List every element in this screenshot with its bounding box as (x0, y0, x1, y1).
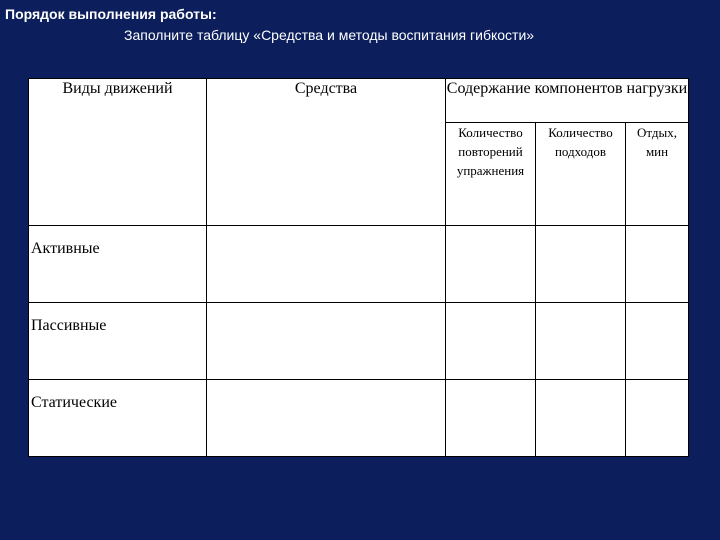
header-load-components: Содержание компонентов нагрузки (446, 79, 689, 123)
table-row (29, 226, 689, 303)
row-label-passive: Пассивные (29, 303, 207, 380)
slide-title: Порядок выполнения работы: (5, 6, 217, 22)
header-means: Средства (207, 79, 446, 226)
row-label-active: Активные (29, 226, 207, 303)
cell-sets-passive[interactable] (536, 303, 626, 380)
cell-means-active[interactable] (207, 226, 446, 303)
cell-rest-passive[interactable] (626, 303, 689, 380)
table-row (29, 380, 689, 457)
row-label-static: Статические (29, 380, 207, 457)
header-rest: Отдых, мин (626, 123, 689, 226)
header-movement-types: Виды движений (29, 79, 207, 226)
cell-repetitions-passive[interactable] (446, 303, 536, 380)
cell-sets-static[interactable] (536, 380, 626, 457)
cell-means-passive[interactable] (207, 303, 446, 380)
cell-repetitions-static[interactable] (446, 380, 536, 457)
header-repetitions: Количество повторений упражнения (446, 123, 536, 226)
header-row (29, 79, 689, 123)
cell-sets-active[interactable] (536, 226, 626, 303)
header-sets: Количество подходов (536, 123, 626, 226)
cell-means-static[interactable] (207, 380, 446, 457)
cell-repetitions-active[interactable] (446, 226, 536, 303)
methods-table (28, 78, 689, 457)
table-row (29, 303, 689, 380)
cell-rest-static[interactable] (626, 380, 689, 457)
cell-rest-active[interactable] (626, 226, 689, 303)
slide-subtitle: Заполните таблицу «Средства и методы воспитания гибкости» (124, 27, 535, 43)
